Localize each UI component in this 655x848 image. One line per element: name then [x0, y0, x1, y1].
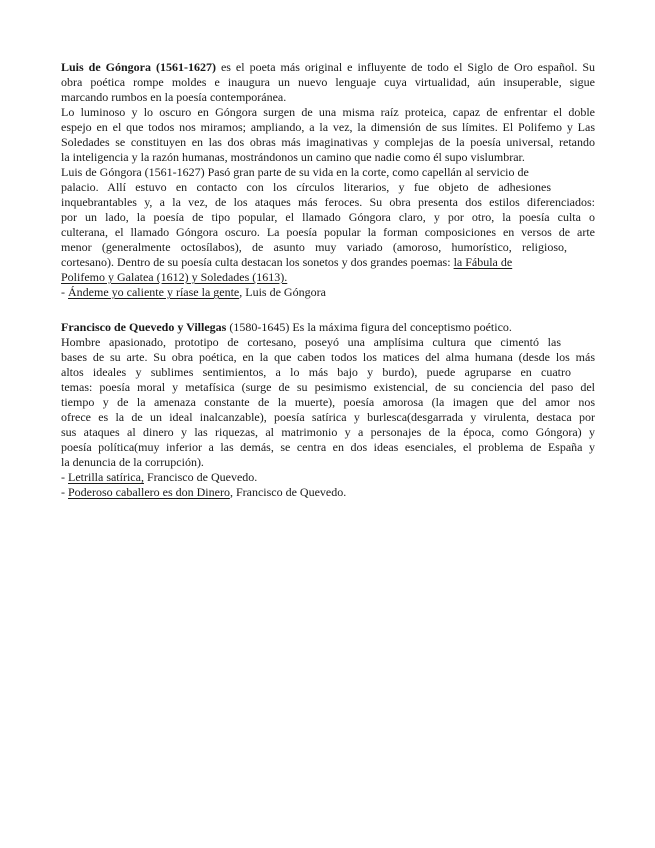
gongora-p2-line-4: la inteligencia y la razón humanas, mostrándonos un camino que nadie como él supo vislumbrar.	[61, 150, 525, 164]
quevedo-line-8: sus ataques al dinero y las riquezas, al matrimonio y a personajes de la época, como Góngora) y	[61, 425, 595, 439]
quevedo-line-4: altos ideales y sublimes sentimientos, a lo más bajo y burdo), puede agruparse en cuatro	[61, 365, 571, 379]
quevedo-poem-item-1: - Letrilla satírica, Francisco de Quevedo.	[61, 470, 258, 484]
gongora-p3-line-1: Luis de Góngora (1561-1627) Pasó gran parte de su vida en la corte, como capellán al servicio de	[61, 165, 529, 179]
andeme-yo-caliente-link[interactable]: Ándeme yo caliente y ríase la gente	[68, 285, 240, 299]
poderoso-caballero-link[interactable]: Poderoso caballero es don Dinero	[68, 485, 230, 499]
gongora-p2-line-1: Lo luminoso y lo oscuro en Góngora surgen de una misma raíz proteica, capaz de enfrentar el doble	[61, 105, 595, 119]
gongora-p3-line-7: cortesano). Dentro de su poesía culta destacan los sonetos y dos grandes poemas: la Fábula de	[61, 255, 513, 269]
quevedo-poem-item-2: - Poderoso caballero es don Dinero, Francisco de Quevedo.	[61, 485, 347, 499]
quevedo-line-2: Hombre apasionado, prototipo de cortesano, poseyó una amplísima cultura que cimentó las	[61, 335, 561, 349]
polifemo-soledades-link[interactable]: Polifemo y Galatea (1612) y Soledades (1613).	[61, 270, 288, 284]
fabula-polifemo-link[interactable]: la Fábula de	[453, 255, 513, 269]
quevedo-line-9: poesía política(muy inferior a las demás, se centra en dos ideas esenciales, el problema de España y	[61, 440, 595, 454]
quevedo-line-3: bases de su arte. Su obra poética, en la que caben todos los matices del alma humana (desde los más	[61, 350, 595, 364]
gongora-intro-line-3: marcando rumbos en la poesía contemporánea.	[61, 90, 287, 104]
quevedo-line-5: temas: poesía moral y metafísica (surge de su pesimismo existencial, de su conciencia del paso del	[61, 380, 595, 394]
gongora-poem-item: - Ándeme yo caliente y ríase la gente, Luis de Góngora	[61, 285, 326, 299]
quevedo-line-6: tiempo y de la amenaza constante de la muerte), poesía amorosa (la imagen que del amor nos	[61, 395, 595, 409]
gongora-p2-line-3: Soledades se constituyen en las dos obras más imaginativas y complejas de la poesía universal, retando	[61, 135, 595, 149]
gongora-p3-line-3: inquebrantables y, a la vez, de los ataques más feroces. Su obra presenta dos estilos diferenciados:	[61, 195, 595, 209]
quevedo-line-1: Francisco de Quevedo y Villegas (1580-1645) Es la máxima figura del conceptismo poético.	[61, 320, 512, 334]
gongora-p3-line-4: por un lado, la poesía de tipo popular, el llamado Góngora claro, y por otro, la poesía culta o	[61, 210, 595, 224]
quevedo-author-name: Francisco de Quevedo y Villegas	[61, 320, 227, 334]
gongora-intro-line-2: obra poética rompe moldes e inaugura un nuevo lenguaje cuya virtualidad, aún insuperable, sigue	[61, 75, 595, 89]
letrilla-satirica-link[interactable]: Letrilla satírica,	[68, 470, 144, 484]
gongora-author-name: Luis de Góngora (1561-1627)	[61, 60, 216, 74]
gongora-intro-line-1: Luis de Góngora (1561-1627) es el poeta más original e influyente de todo el Siglo de Oro español. Su	[61, 60, 595, 74]
gongora-p2-line-2: espejo en el que todos nos miramos; ampliando, a la vez, la dimensión de sus límites. El Polifemo y Las	[61, 120, 595, 134]
gongora-p3-line-8	[61, 270, 595, 285]
gongora-p3-line-5: culterana, el llamado Góngora oscuro. La poesía popular la forman composiciones en versos de arte	[61, 225, 595, 239]
quevedo-line-7: ofrece es la de un ideal inalcanzable), poesía satírica y burlesca(desgarrada y virulenta, destaca por	[61, 410, 595, 424]
gongora-p3-line-6: menor (generalmente octosílabos), de asunto muy variado (amoroso, humorístico, religioso,	[61, 240, 567, 254]
gongora-p3-line-2: palacio. Allí estuvo en contacto con los círculos literarios, y fue objeto de adhesiones	[61, 180, 551, 194]
quevedo-line-10: la denuncia de la corrupción).	[61, 455, 204, 469]
